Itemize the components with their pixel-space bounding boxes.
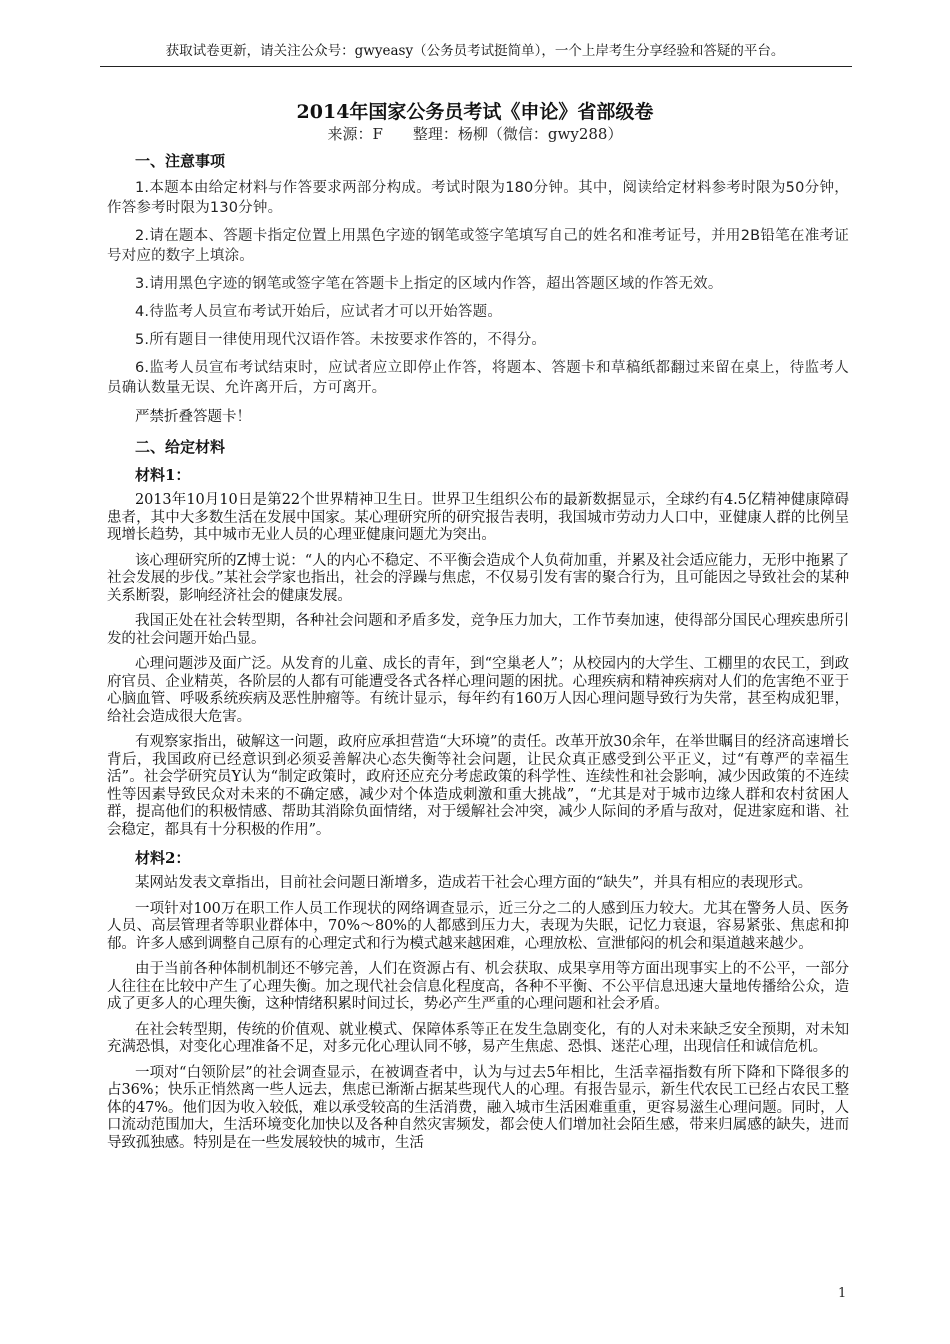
material-paragraph: 某网站发表文章指出，目前社会问题日渐增多，造成若干社会心理方面的“缺失”，并具有相应的表现形式。 bbox=[135, 875, 813, 891]
material-paragraph: 一项针对100万在职工作人员工作现状的网络调查显示，近三分之二的人感到压力较大。尤其在警务人员、医务人员、高层管理者等职业群体中，70%～80%的人都感到压力大，表现为失眠，记忆力衰退，容易紧张、焦虑和抑郁。许多人感到调整自己原有的心理定式和行为模式越来越困难，心理放松、宣泄郁闷的机会和渠道越来越少。 bbox=[107, 900, 849, 952]
page-number: 1 bbox=[838, 1286, 847, 1301]
header-note: 获取试卷更新，请关注公众号：gwyeasy（公务员考试挺简单），一个上岸考生分享经验和答疑的平台。 bbox=[165, 43, 785, 59]
notice-item: 6.监考人员宣布考试结束时，应试者应立即停止作答，将题本、答题卡和草稿纸都翻过来留在桌上，待监考人员确认数量无误、允许离开后，方可离开。 bbox=[107, 360, 849, 396]
material-paragraph: 在社会转型期，传统的价值观、就业模式、保障体系等正在发生急剧变化，有的人对未来缺乏安全预期，对未知充满恐惧，对变化心理准备不足，对多元化心理认同不够，易产生焦虑、恐惧、迷茫心理，出现信任和诚信危机。 bbox=[107, 1021, 849, 1055]
material-paragraph: 我国正处在社会转型期，各种社会问题和矛盾多发，竞争压力加大，工作节奏加速，使得部分国民心理疾患所引发的社会问题开始凸显。 bbox=[107, 613, 849, 647]
material-2-label: 材料2： bbox=[135, 849, 191, 867]
header-divider bbox=[100, 66, 852, 67]
material-paragraph: 由于当前各种体制机制还不够完善，人们在资源占有、机会获取、成果享用等方面出现事实上的不公平，一部分人往往在比较中产生了心理失衡。加之现代社会信息化程度高，各种不平衡、不公平信息迅速大量地传播给公众，造成了更多人的心理失衡，这种情绪积累时间过长，势必产生严重的心理问题和社会矛盾。 bbox=[107, 961, 849, 1012]
material-1-label: 材料1： bbox=[135, 466, 191, 484]
material-paragraph: 一项对“白领阶层”的社会调查显示，在被调查者中，认为与过去5年相比，生活幸福指数有所下降和下降很多的占36%；快乐正悄然离一些人远去，焦虑已渐渐占据某些现代人的心理。有报告显示，新生代农民工已经占农民工整体的47%。他们因为收入较低，难以承受较高的生活消费，融入城市生活困难重重，更容易滋生心理问题。同时，人口流动范围加大，生活环境变化加快以及各种自然灾害频发，都会使人们增加社会陌生感，带来归属感的缺失，进而导致孤独感。特别是在一些发展较快的城市，生活 bbox=[107, 1064, 849, 1151]
material-paragraph: 有观察家指出，破解这一问题，政府应承担营造“大环境”的责任。改革开放30余年，在举世瞩目的经济高速增长背后，我国政府已经意识到必须妥善解决心态失衡等社会问题，让民众真正感受到公平正义，过“有尊严的幸福生活”。社会学研究员Y认为“制定政策时，政府还应充分考虑政策的科学性、连续性和社会影响，减少因政策的不连续性等因素导致民众对未来的不确定感，减少对个体造成刺激和重大挑战”，“尤其是对于城市边缘人群和农村贫困人群，提高他们的积极情感、帮助其消除负面情绪，对于缓解社会冲突，减少人际间的矛盾与敌对，促进家庭和谐、社会稳定，都具有十分积极的作用”。 bbox=[107, 734, 849, 838]
document-body bbox=[107, 150, 849, 1160]
document-title: 2014年国家公务员考试《申论》省部级卷 bbox=[296, 101, 654, 123]
notice-item: 1.本题本由给定材料与作答要求两部分构成。考试时限为180分钟。其中，阅读给定材料参考时限为50分钟，作答参考时限为130分钟。 bbox=[107, 180, 849, 216]
notice-item: 3.请用黑色字迹的钢笔或签字笔在答题卡上指定的区域内作答，超出答题区域的作答无效。 bbox=[135, 276, 723, 292]
notice-item: 4.待监考人员宣布考试开始后，应试者才可以开始答题。 bbox=[135, 304, 503, 320]
document-source: 来源：F 整理：杨柳（微信：gwy288） bbox=[327, 125, 623, 143]
material-paragraph: 2013年10月10日是第22个世界精神卫生日。世界卫生组织公布的最新数据显示，全球约有4.5亿精神健康障碍患者，其中大多数生活在发展中国家。某心理研究所的研究报告表明，我国城市劳动力人口中，亚健康人群的比例呈现增长趋势，其中城市无业人员的心理亚健康问题尤为突出。 bbox=[107, 492, 849, 543]
notice-item: 2.请在题本、答题卡指定位置上用黑色字迹的钢笔或签字笔填写自己的姓名和准考证号，并用2B铅笔在准考证号对应的数字上填涂。 bbox=[107, 228, 849, 264]
material-paragraph: 该心理研究所的Z博士说：“人的内心不稳定、不平衡会造成个人负荷加重，并累及社会适应能力，无形中拖累了社会发展的步伐。”某社会学家也指出，社会的浮躁与焦虑，不仅易引发有害的聚合行为，且可能因之导致社会的某种关系断裂，影响经济社会的健康发展。 bbox=[107, 552, 849, 604]
section-heading-notice: 一、注意事项 bbox=[135, 152, 226, 170]
warning-text: 严禁折叠答题卡！ bbox=[135, 409, 251, 425]
notice-item: 5.所有题目一律使用现代汉语作答。未按要求作答的，不得分。 bbox=[135, 332, 547, 348]
section-heading-materials: 二、给定材料 bbox=[135, 438, 226, 456]
material-paragraph: 心理问题涉及面广泛。从发育的儿童、成长的青年，到“空巢老人”；从校园内的大学生、工棚里的农民工，到政府官员、企业精英，各阶层的人都有可能遭受各式各样心理问题的困扰。心理疾病和精神疾病对人们的危害绝不亚于心脑血管、呼吸系统疾病及恶性肿瘤等。有统计显示，每年约有160万人因心理问题导致行为失常，甚至构成犯罪，给社会造成很大危害。 bbox=[107, 656, 849, 725]
